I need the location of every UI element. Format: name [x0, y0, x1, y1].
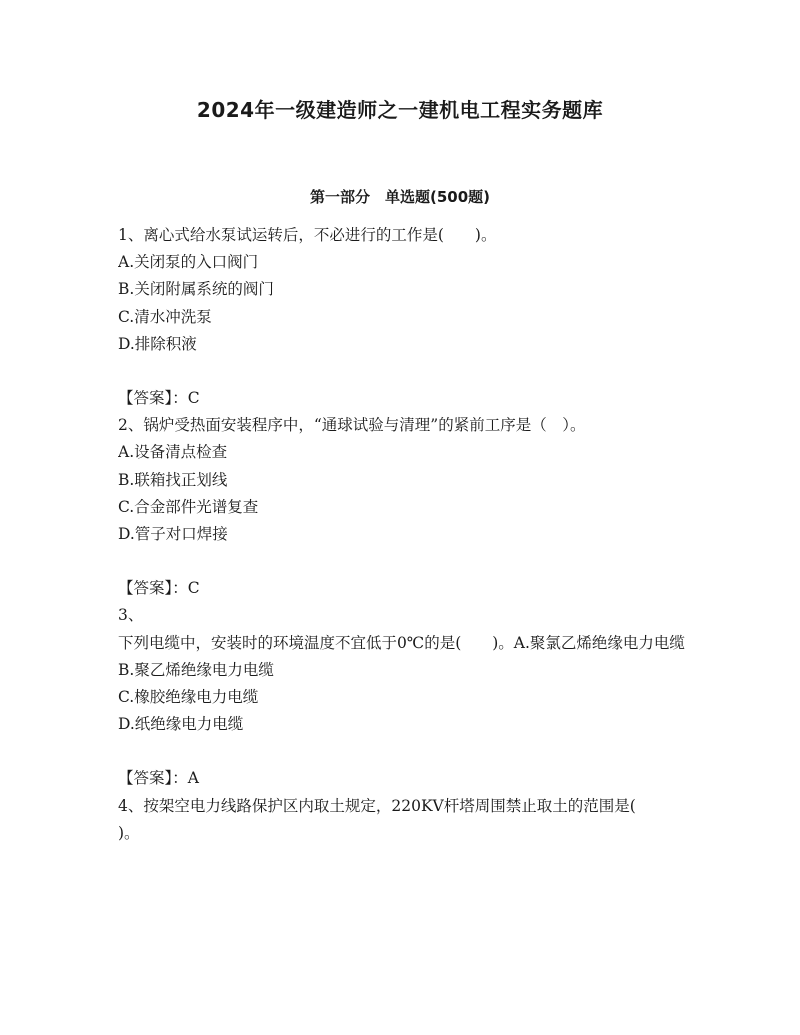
answer-label: 【答案】：C	[118, 579, 200, 598]
option-a: A.设备清点检查	[118, 443, 228, 462]
option-d: D.管子对口焊接	[118, 525, 228, 544]
answer-label: 【答案】：A	[118, 769, 199, 788]
question-list	[118, 222, 688, 847]
option-a: A.关闭泵的入口阀门	[118, 253, 259, 272]
question-item	[118, 602, 688, 792]
question-stem: 1、离心式给水泵试运转后，不必进行的工作是( )。	[118, 226, 497, 244]
option-c: C.橡胶绝缘电力电缆	[118, 688, 259, 707]
section-title: 第一部分 单选题(500题)	[309, 188, 491, 206]
question-item	[118, 222, 688, 412]
question-item	[118, 793, 688, 847]
option-b: B.联箱找正划线	[118, 470, 228, 489]
document-title: 2024年一级建造师之一建机电工程实务题库	[196, 98, 604, 122]
answer-label: 【答案】：C	[118, 389, 200, 408]
question-stem: 2、锅炉受热面安装程序中，“通球试验与清理”的紧前工序是（ ）。	[118, 416, 586, 435]
option-c: C.清水冲洗泵	[118, 307, 212, 326]
option-c: C.合金部件光谱复查	[118, 497, 259, 516]
option-d: D.纸绝缘电力电缆	[118, 715, 244, 734]
option-b: B.关闭附属系统的阀门	[118, 280, 274, 299]
option-d: D.排除积液	[118, 334, 197, 353]
spacer	[118, 548, 688, 575]
option-b: B.聚乙烯绝缘电力电缆	[118, 660, 274, 679]
question-stem: 4、按架空电力线路保护区内取土规定，220KV杆塔周围禁止取土的范围是( )。	[118, 796, 667, 842]
question-number: 3、	[118, 606, 144, 625]
spacer	[118, 738, 688, 765]
question-item	[118, 412, 688, 602]
spacer	[118, 358, 688, 385]
question-stem: 下列电缆中，安装时的环境温度不宜低于0℃的是( )。A.聚氯乙烯绝缘电力电缆	[118, 633, 685, 652]
